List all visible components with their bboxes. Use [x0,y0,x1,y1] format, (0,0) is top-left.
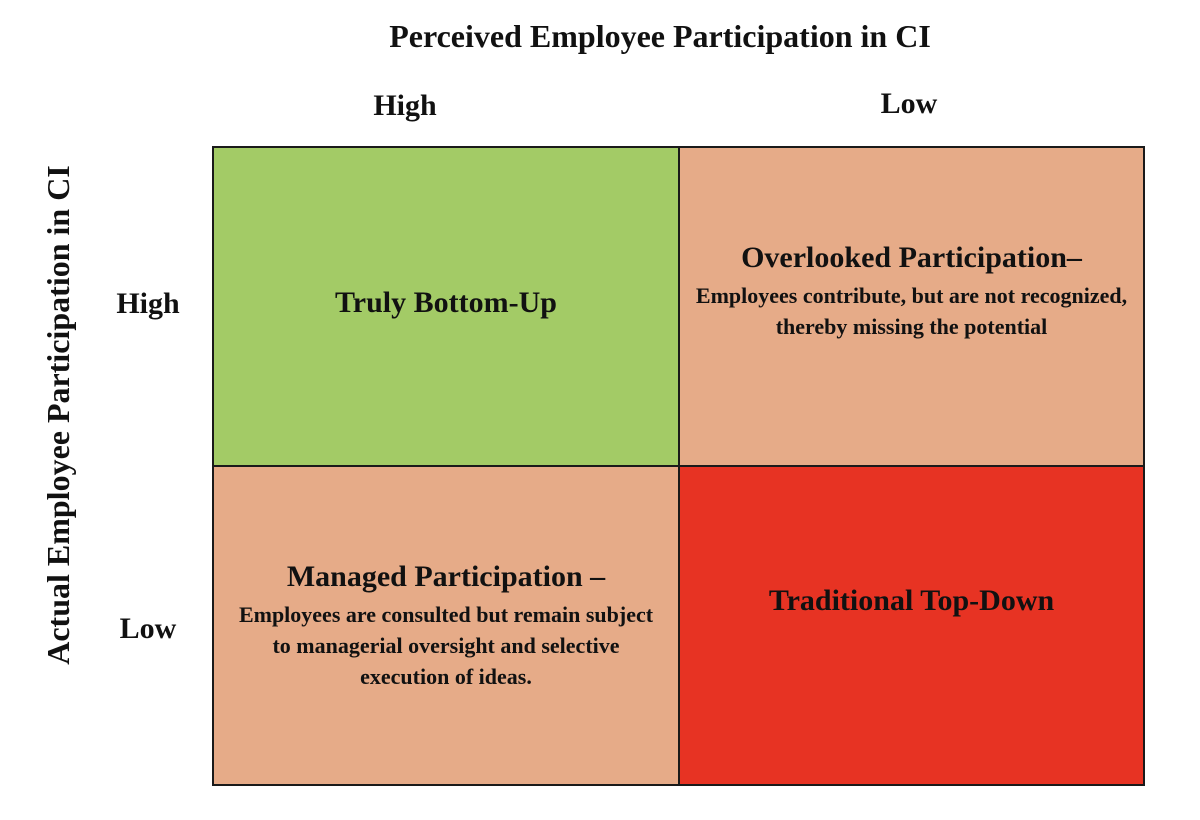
quadrant-managed-participation [214,467,680,784]
quadrant-title: Traditional Top-Down [768,583,1055,617]
row-label-high: High [116,287,180,320]
quadrant-grid [212,146,1145,786]
quadrant-description: Employees contribute, but are not recognized, thereby missing the potential [695,282,1128,339]
quadrant-description: Employees are consulted but remain subject to managerial oversight and selective execution of ideas. [238,602,654,689]
quadrant-overlooked-participation [680,148,1143,467]
y-axis-title: Actual Employee Participation in CI [40,165,76,665]
column-label-low: Low [880,87,938,120]
quadrant-truly-bottom-up [214,148,680,467]
quadrant-title: Truly Bottom-Up [335,285,557,319]
quadrant-title: Overlooked Participation– [741,240,1082,274]
row-label-low: Low [119,612,177,645]
column-label-high: High [373,89,437,122]
quadrant-title: Managed Participation – [286,560,606,593]
x-axis-title: Perceived Employee Participation in CI [389,18,931,54]
quadrant-traditional-top-down [680,467,1143,784]
